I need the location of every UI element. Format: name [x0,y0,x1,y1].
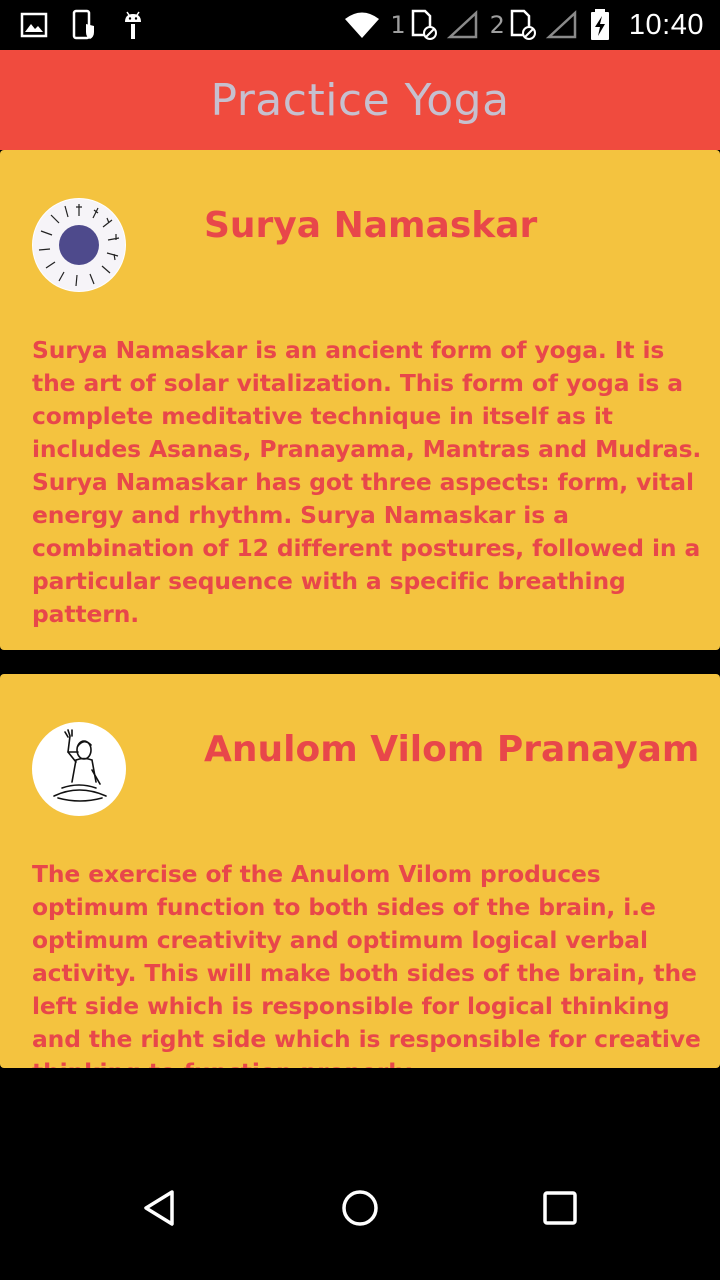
card-description [32,334,712,631]
card-title: Anulom Vilom Pranayam [204,729,700,770]
card-title: Surya Namaskar [204,205,538,246]
yoga-card-anulom-vilom[interactable] [0,674,720,1068]
description-paragraph: The exercise of the Anulom Vilom produces optimum function to both sides of the brain, i.e optimum creativity and optimum logical verbal activity. This will make both sides of the brain, the left side which is responsible for logical thinking and the right side which is responsible for creative [32,860,701,1053]
app-title: Practice Yoga [210,74,510,126]
system-icons [344,6,704,44]
sim1-data-icon [410,9,438,41]
signal1-icon [448,11,480,39]
android-icon [120,10,146,40]
wifi-icon [344,11,380,39]
surya-namaskar-wheel-icon [32,198,126,292]
description-paragraph: Surya Namaskar is an ancient form of yoga. It is the art of solar vitalization. This form of yoga is a complete meditative technique in itself as it includes Asanas, Pranayama, Mantras and Mudras. [32,336,702,463]
image-icon [20,12,48,38]
app-bar [0,50,720,150]
recents-icon[interactable] [520,1168,600,1248]
clock: 10:40 [628,8,704,41]
back-icon[interactable] [120,1168,200,1248]
yoga-card-surya-namaskar[interactable] [0,150,720,650]
notification-icons [20,8,146,42]
description-paragraph: Surya Namaskar has got three aspects: form, vital energy and rhythm. Surya Namaskar is a combination of 12 different postures, followed in a particular sequence with a specific breathing pattern. [32,468,701,628]
status-bar [0,0,720,50]
home-icon[interactable] [320,1168,400,1248]
card-description [32,858,712,1089]
battery-charging-icon [589,9,611,41]
meditating-person-icon [32,722,126,816]
sim2-data-icon [509,9,537,41]
navigation-bar [0,1068,720,1280]
sim1-label: 1 [390,11,406,39]
yoga-list[interactable] [0,150,720,1068]
sim2-label: 2 [489,11,505,39]
phone-shield-icon [72,10,96,40]
signal2-icon [547,11,579,39]
